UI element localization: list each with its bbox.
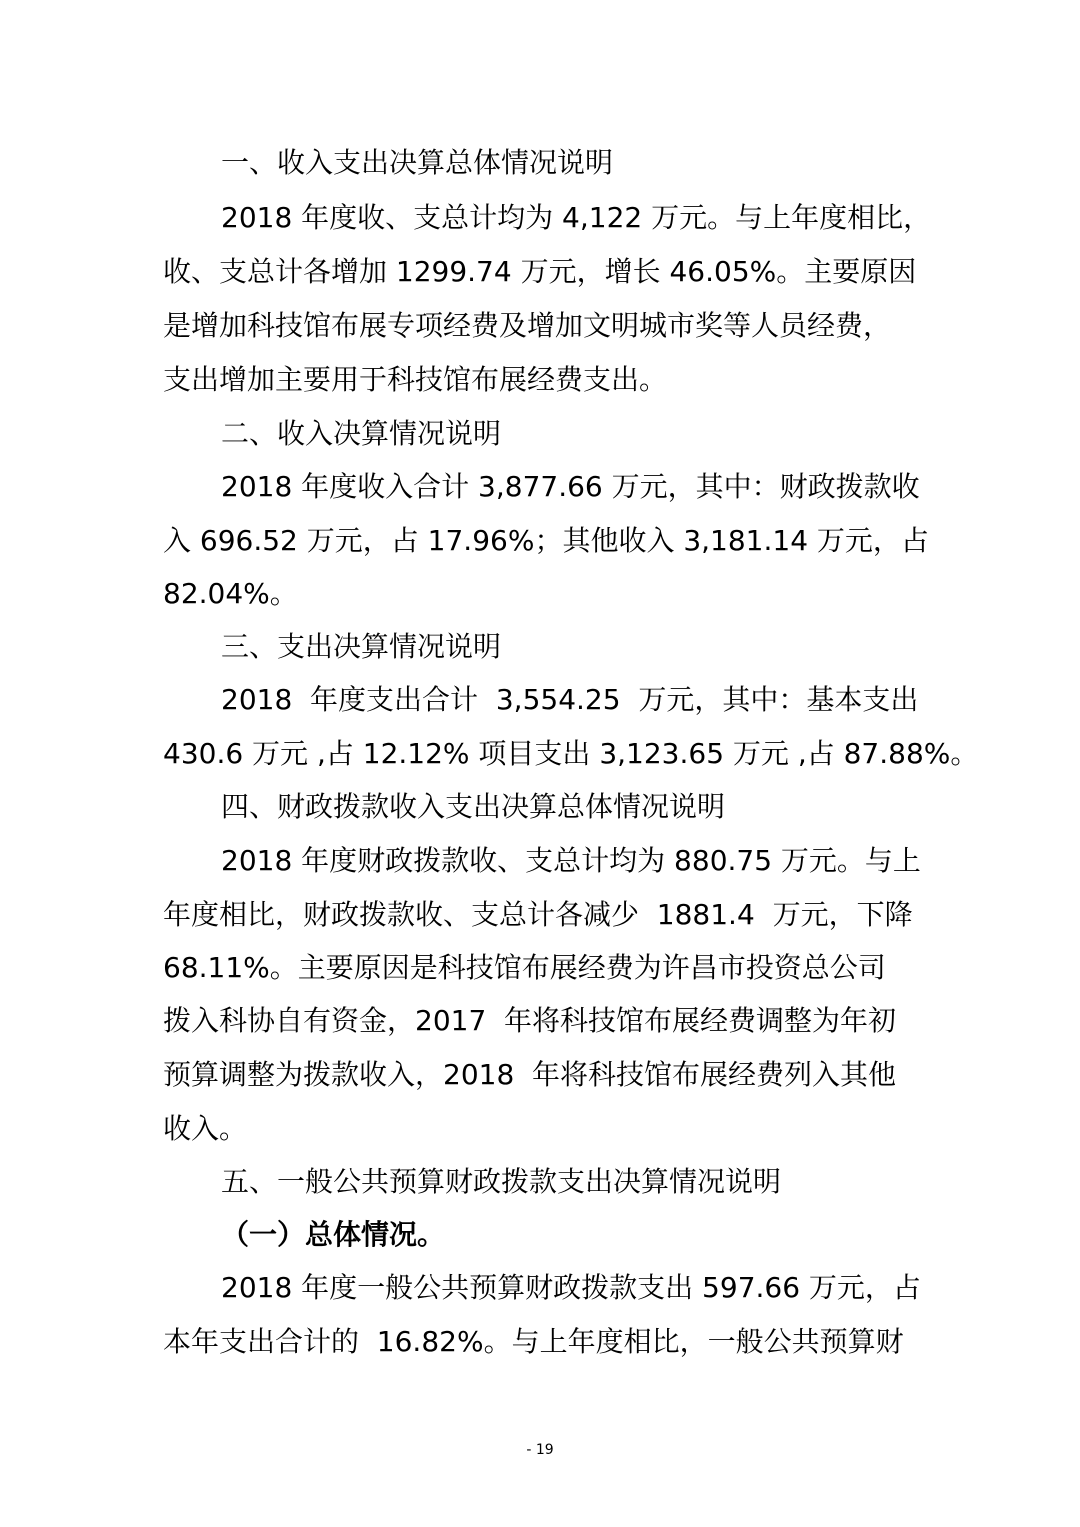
paragraph-line: 年度相比，财政拨款收、支总计各减少 1881.4 万元，下降 (163, 898, 913, 931)
paragraph-line: 2018 年度收入合计 3,877.66 万元，其中：财政拨款收 (221, 470, 920, 503)
paragraph-line: 430.6 万元 ,占 12.12% 项目支出 3,123.65 万元 ,占 87.88%。 (163, 737, 979, 770)
paragraph-line: 本年支出合计的 16.82%。与上年度相比，一般公共预算财 (163, 1325, 904, 1358)
paragraph-line: 2018 年度一般公共预算财政拨款支出 597.66 万元，占 (221, 1271, 921, 1304)
subheading-1: （一）总体情况。 (221, 1218, 446, 1251)
paragraph-line: 收入。 (163, 1112, 248, 1145)
heading-4: 四、财政拨款收入支出决算总体情况说明 (221, 790, 726, 823)
paragraph-line: 是增加科技馆布展专项经费及增加文明城市奖等人员经费， (163, 309, 892, 342)
paragraph-line: 68.11%。主要原因是科技馆布展经费为许昌市投资总公司 (163, 951, 886, 984)
heading-2: 二、收入决算情况说明 (221, 417, 502, 450)
paragraph-line: 支出增加主要用于科技馆布展经费支出。 (163, 363, 668, 396)
heading-3: 三、支出决算情况说明 (221, 630, 502, 663)
heading-5: 五、一般公共预算财政拨款支出决算情况说明 (221, 1165, 782, 1198)
paragraph-line: 2018 年度收、支总计均为 4,122 万元。与上年度相比， (221, 201, 932, 234)
paragraph-line: 收、支总计各增加 1299.74 万元，增长 46.05%。主要原因 (163, 255, 917, 288)
page-number: - 19 (526, 1442, 554, 1458)
heading-1: 一、收入支出决算总体情况说明 (221, 146, 614, 179)
paragraph-line: 入 696.52 万元，占 17.96%；其他收入 3,181.14 万元，占 (163, 524, 929, 557)
paragraph-line: 2018 年度财政拨款收、支总计均为 880.75 万元。与上 (221, 844, 921, 877)
paragraph-line: 拨入科协自有资金，2017 年将科技馆布展经费调整为年初 (163, 1004, 897, 1037)
paragraph-line: 2018 年度支出合计 3,554.25 万元，其中：基本支出 (221, 683, 919, 716)
paragraph-line: 82.04%。 (163, 577, 298, 610)
paragraph-line: 预算调整为拨款收入，2018 年将科技馆布展经费列入其他 (163, 1058, 897, 1091)
